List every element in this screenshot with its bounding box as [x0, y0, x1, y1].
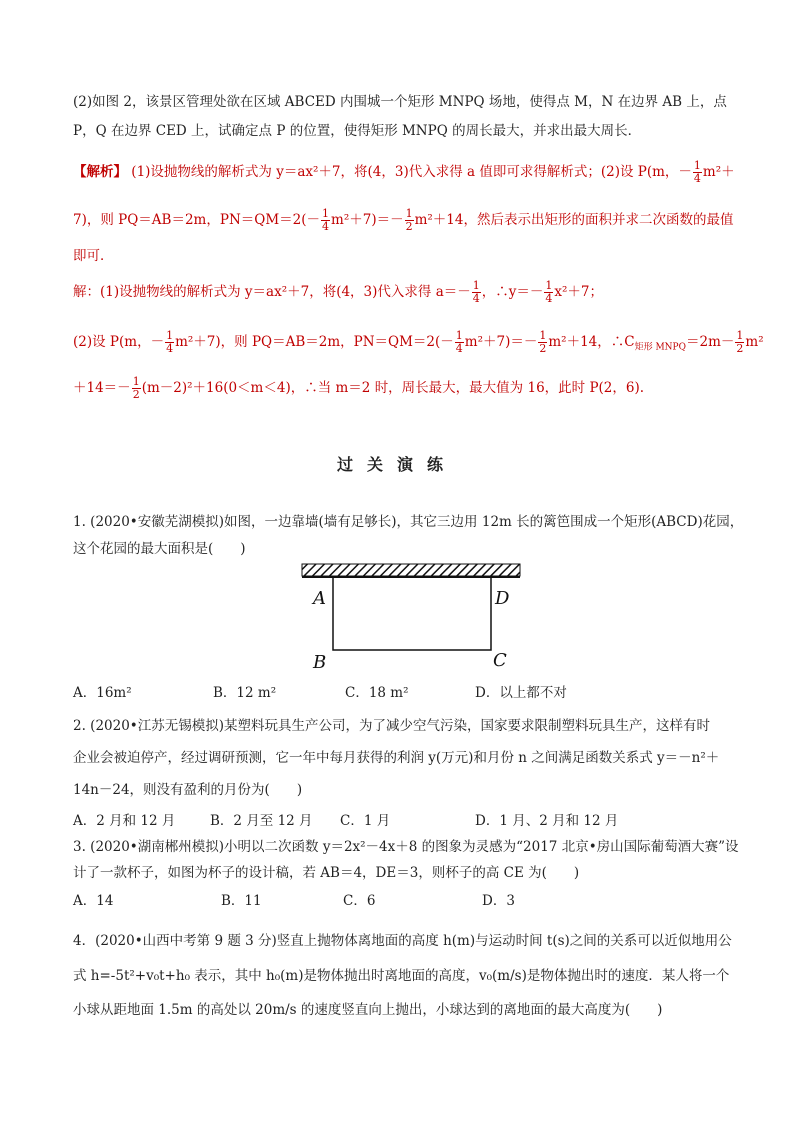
q2-option-a[interactable]: A．2 月和 12 月 — [73, 813, 176, 829]
problem-part2-line1: (2)如图 2，该景区管理处欲在区域 ABCED 内围城一个矩形 MNPQ 场地，使得点 M，N 在边界 AB 上，点 — [73, 94, 727, 110]
fraction-quarter: $\frac{1}{4}$ — [545, 279, 553, 305]
analysis-text-1a: (1)设抛物线的解析式为 y＝ax²＋7，将(4，3)代入求得 a 值即可求得解析式；(2)设 P(m，－ — [131, 164, 692, 180]
analysis-text-2c: m²＋14，然后表示出矩形的面积并求二次函数的最值 — [414, 212, 734, 228]
garden-rectangle — [333, 577, 491, 650]
q3-option-b[interactable]: B．11 — [221, 893, 262, 909]
q2-option-c[interactable]: C．1 月 — [340, 813, 391, 829]
q1-line2: 这个花园的最大面积是( ) — [73, 541, 246, 557]
q4-line2: 式 h=-5t²+v₀t+h₀ 表示，其中 h₀(m)是物体抛出时离地面的高度，v₀(m/s)是物体抛出时的速度．某人将一个 — [73, 968, 730, 984]
analysis-text-2a: 7)，则 PQ＝AB＝2m，PN＝QM＝2(－ — [73, 212, 321, 228]
analysis-text-2b: m²＋7)＝－ — [331, 212, 404, 228]
fraction-half: $\frac{1}{2}$ — [132, 375, 140, 401]
problem-part2-line2: P，Q 在边界 CED 上，试确定点 P 的位置，使得矩形 MNPQ 的周长最大，并求出最大周长． — [73, 123, 642, 139]
fraction-quarter: $\frac{1}{4}$ — [455, 329, 463, 355]
q2-option-b[interactable]: B．2 月至 12 月 — [210, 813, 313, 829]
label-A: A — [313, 588, 326, 609]
q1-option-b[interactable]: B．12 m² — [213, 685, 277, 701]
solution-line3: ＋14＝－ $\frac{1}{2}$ (m－2)²＋16(0＜m＜4)，∴当 m＝2 时，周长最大，最大值为 16，此时 P(2，6). — [73, 375, 645, 401]
section-title: 过关演练 — [336, 455, 457, 474]
fraction-quarter: $\frac{1}{4}$ — [472, 279, 480, 305]
q2-line1: 2. (2020•江苏无锡模拟)某塑料玩具生产公司，为了减少空气污染，国家要求限制塑料玩具生产，这样有时 — [73, 718, 711, 734]
fraction-half: $\frac{1}{2}$ — [539, 329, 547, 355]
q3-options — [73, 891, 713, 911]
q2-line2: 企业会被迫停产，经过调研预测，它一年中每月获得的利润 y(万元)和月份 n 之间满足函数关系式 y＝－n²＋ — [73, 750, 720, 766]
q3-option-d[interactable]: D．3 — [482, 893, 515, 909]
analysis-line3: 即可． — [73, 248, 114, 264]
q1-option-c[interactable]: C．18 m² — [345, 685, 409, 701]
fraction-half: $\frac{1}{2}$ — [405, 207, 413, 233]
analysis-text-1b: m²＋ — [702, 164, 735, 180]
label-B: B — [313, 652, 327, 673]
q3-line1: 3. (2020•湖南郴州模拟)小明以二次函数 y＝2x²－4x＋8 的图象为灵感为“2017 北京•房山国际葡萄酒大赛”设 — [73, 839, 739, 855]
q4-line3: 小球从距地面 1.5m 的高处以 20m/s 的速度竖直向上抛出，小球达到的离地面的最大高度为( ) — [73, 1002, 663, 1018]
analysis-tag: 【解析】 — [73, 164, 127, 180]
wall-hatching — [302, 564, 520, 576]
q4-line1: 4．(2020•山西中考第 9 题 3 分)竖直上抛物体离地面的高度 h(m)与运动时间 t(s)之间的关系可以近似地用公 — [73, 933, 732, 949]
q1-option-d[interactable]: D．以上都不对 — [475, 685, 567, 701]
q2-options — [73, 811, 713, 831]
analysis-line1 — [73, 160, 735, 185]
fraction-quarter: $\frac{1}{4}$ — [166, 329, 174, 355]
q1-options — [73, 683, 713, 703]
wall-rectangle-diagram — [300, 562, 522, 674]
label-D: D — [495, 588, 510, 609]
q2-line3: 14n－24，则没有盈利的月份为( ) — [73, 782, 303, 798]
fraction-quarter: $\frac{1}{4}$ — [322, 207, 330, 233]
label-C: C — [493, 650, 507, 671]
q1-option-a[interactable]: A．16m² — [73, 685, 132, 701]
q3-option-a[interactable]: A．14 — [73, 893, 114, 909]
fraction-half: $\frac{1}{2}$ — [736, 329, 744, 355]
solution-line1: 解：(1)设抛物线的解析式为 y＝ax²＋7，将(4，3)代入求得 a＝－ $\frac{1}{4}$ ，∴y＝－ $\frac{1}{4}$ x²＋7； — [73, 279, 604, 305]
analysis-line2 — [73, 208, 734, 233]
solution-line2: (2)设 P(m，－ $\frac{1}{4}$ m²＋7)，则 PQ＝AB＝2m，PN＝QM＝2(－ $\frac{1}{4}$ m²＋7)＝－ $\frac{1}{2}$ m²＋14，$\therefore C_{矩形 MNPQ}=2m-$ $\frac{1}{2}$ m² — [73, 329, 764, 355]
fraction-quarter: $\frac{1}{4}$ — [693, 159, 701, 185]
q2-option-d[interactable]: D．1 月、2 月和 12 月 — [475, 813, 619, 829]
perimeter-subscript: 矩形 MNPQ — [634, 342, 686, 353]
q3-option-c[interactable]: C．6 — [343, 893, 376, 909]
q3-line2: 计了一款杯子，如图为杯子的设计稿，若 AB＝4，DE＝3，则杯子的高 CE 为( ) — [73, 865, 580, 881]
q1-line1: 1. (2020•安徽芜湖模拟)如图，一边靠墙(墙有足够长)，其它三边用 12m 长的篱笆围成一个矩形(ABCD)花园， — [73, 514, 744, 530]
